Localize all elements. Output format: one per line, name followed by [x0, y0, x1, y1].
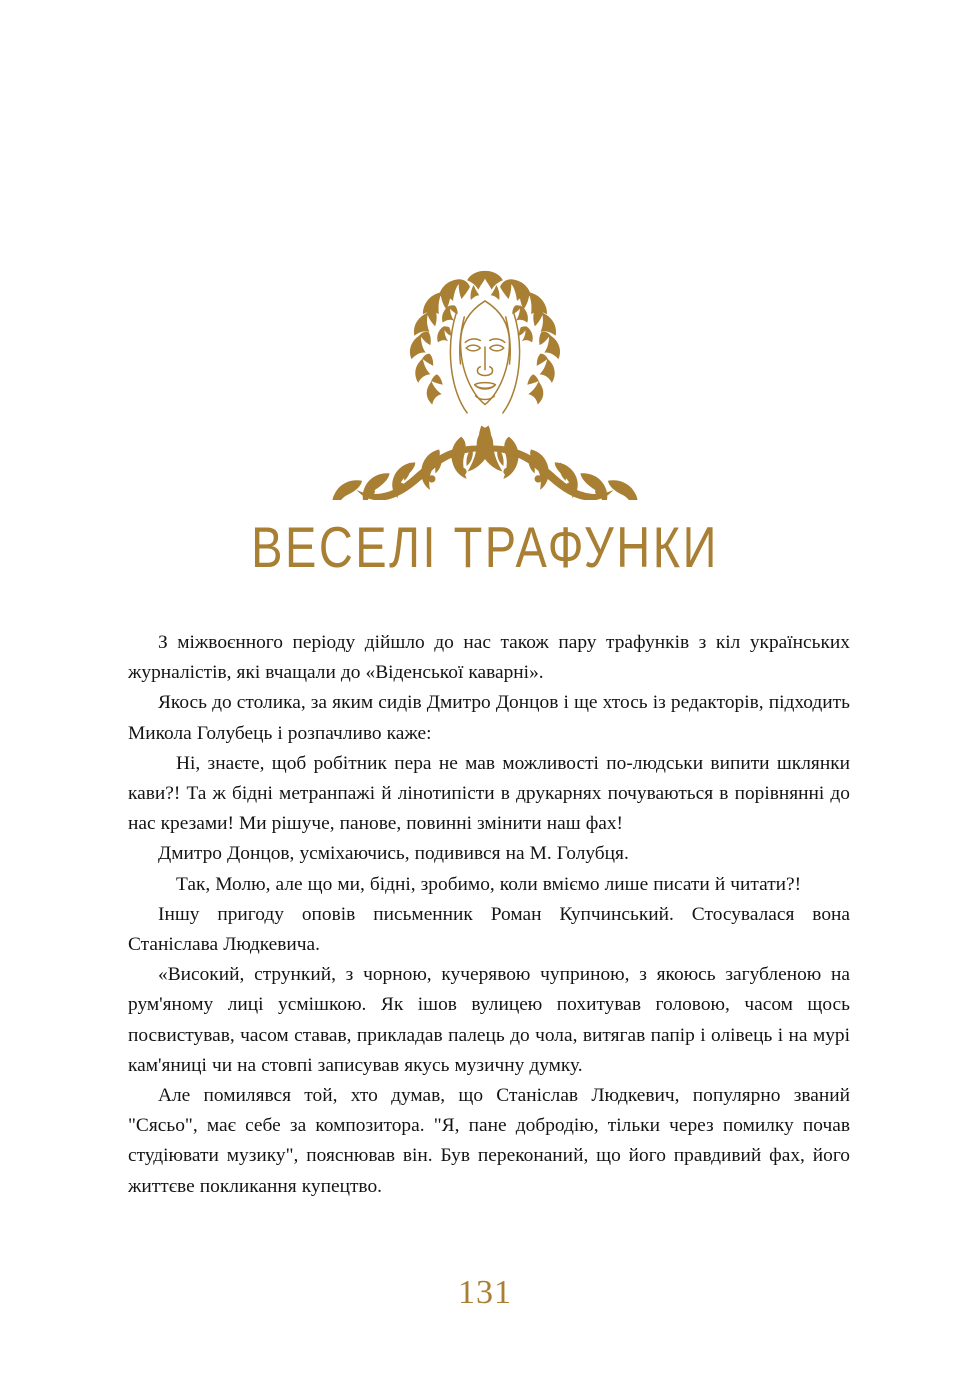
art-nouveau-maiden-head-icon	[390, 268, 580, 428]
page-number: 131	[458, 1274, 512, 1311]
paragraph-dialogue: Так, Молю, але що ми, бідні, зробимо, коли вміємо лише писати й читати?!	[176, 873, 802, 895]
chapter-title: ВЕСЕЛІ ТРАФУНКИ	[251, 514, 719, 579]
paragraph: Іншу пригоду оповів письменник Роман Купчинський. Стосувалася вона Станіслава Людкевича.	[128, 903, 850, 956]
art-nouveau-vine-border-icon	[301, 422, 669, 500]
paragraph: З міжвоєнного періоду дійшло до нас також пару трафунків з кіл українських журналістів, які вчащали до «Віденської каварні».	[128, 632, 850, 684]
paragraph-dialogue: Ні, знаєте, щоб робітник пера не мав можливості по-людськи випити шклянки кави?! Та ж бідні метранпажі й лінотипісти в друкарнях почуваються в порівнянні до нас крезами! Ми рішуче, панове, повинні змінити наш фах!	[128, 752, 850, 835]
chapter-ornament	[0, 268, 970, 500]
body-text	[128, 628, 850, 1202]
paragraph: «Високий, стрункий, з чорною, кучерявою чуприною, з якоюсь загубленою на рум'яному лиці усмішкою. Як ішов вулицею похитував головою, часом щось посвистував, часом ставав, прикладав палець до чола, витягав папір і олівець і на мурі кам'яниці чи на стовпі записував якусь музичну думку.	[128, 964, 850, 1076]
paragraph: Якось до столика, за яким сидів Дмитро Донцов і ще хтось із редакторів, підходить Микола Голубець і розпачливо каже:	[128, 692, 850, 744]
paragraph: Але помилявся той, хто думав, що Станіслав Людкевич, популярно званий "Сясьо", має себе за композитора. "Я, пане добродію, тільки через помилку почав студіювати музику", пояснював він. Був переконаний, що його правдивий фах, його життєве покликання купецтво.	[128, 1085, 850, 1197]
paragraph: Дмитро Донцов, усміхаючись, подивився на М. Голубця.	[158, 843, 629, 865]
